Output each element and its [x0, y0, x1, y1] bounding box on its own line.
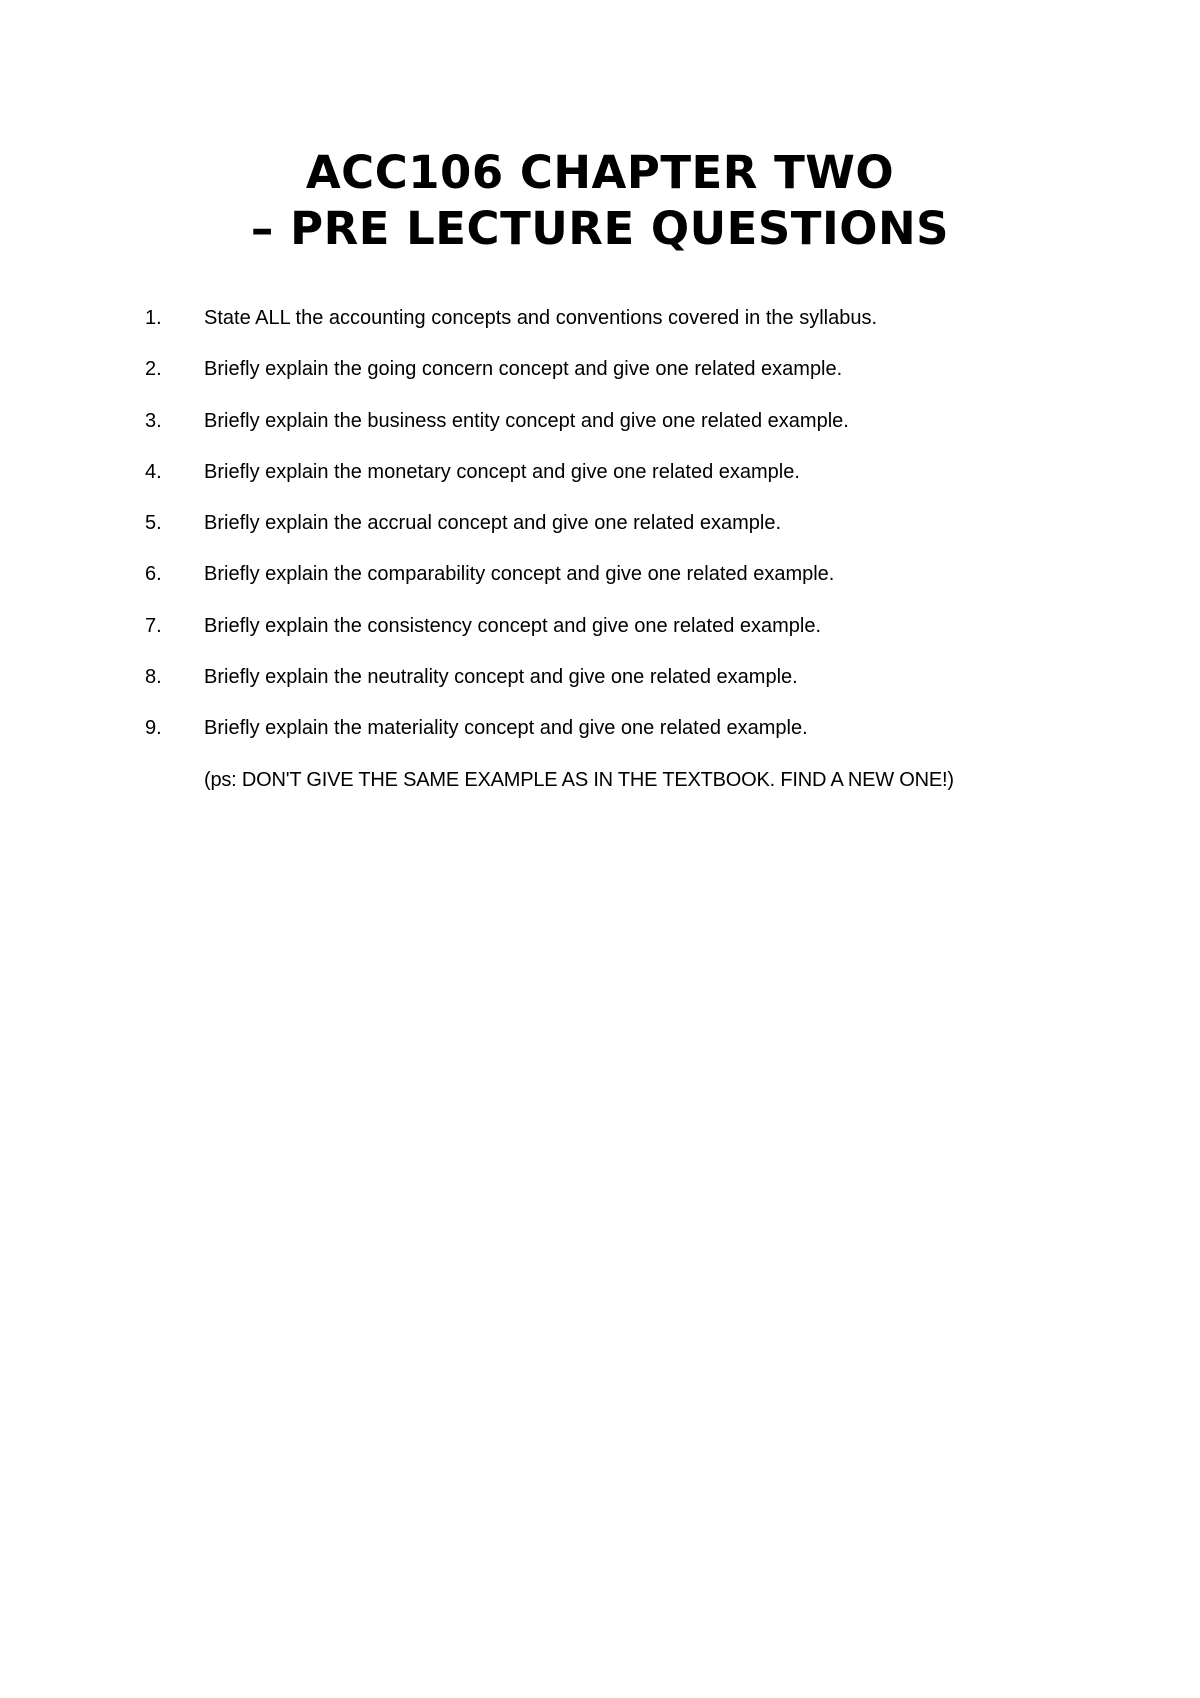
page-title-line-2: – PRE LECTURE QUESTIONS — [250, 202, 950, 255]
question-text: State ALL the accounting concepts and conventions covered in the syllabus. — [204, 307, 878, 329]
question-number: 9. — [145, 717, 162, 740]
instruction-note: (ps: DON'T GIVE THE SAME EXAMPLE AS IN THE TEXTBOOK. FIND A NEW ONE!) — [204, 769, 954, 791]
question-number: 4. — [145, 460, 162, 483]
question-text: Briefly explain the materiality concept and give one related example. — [204, 717, 808, 740]
list-item — [0, 610, 1200, 661]
question-text: Briefly explain the business entity concept and give one related example. — [204, 409, 849, 432]
list-item — [0, 558, 1200, 609]
question-text: Briefly explain the going concern concept and give one related example. — [204, 358, 843, 381]
question-text: Briefly explain the consistency concept and give one related example. — [204, 614, 822, 637]
question-text: Briefly explain the neutrality concept and give one related example. — [204, 666, 798, 689]
question-number: 2. — [145, 358, 162, 381]
page-title-line-1: ACC106 CHAPTER TWO — [305, 146, 895, 199]
page-title — [0, 145, 1200, 257]
list-item — [0, 353, 1200, 404]
list-item — [0, 661, 1200, 712]
list-item — [0, 507, 1200, 558]
list-item — [0, 712, 1200, 763]
question-number: 6. — [145, 563, 162, 586]
list-item — [0, 456, 1200, 507]
question-text: Briefly explain the comparability concept and give one related example. — [204, 563, 835, 586]
question-number: 3. — [145, 409, 162, 432]
question-number: 7. — [145, 614, 162, 637]
question-text: Briefly explain the monetary concept and give one related example. — [204, 460, 800, 483]
list-item — [0, 302, 1200, 353]
question-number: 8. — [145, 666, 162, 689]
question-number: 5. — [145, 512, 162, 535]
question-text: Briefly explain the accrual concept and give one related example. — [204, 512, 782, 535]
question-list — [0, 302, 1200, 764]
list-item — [0, 405, 1200, 456]
question-number: 1. — [145, 307, 162, 329]
